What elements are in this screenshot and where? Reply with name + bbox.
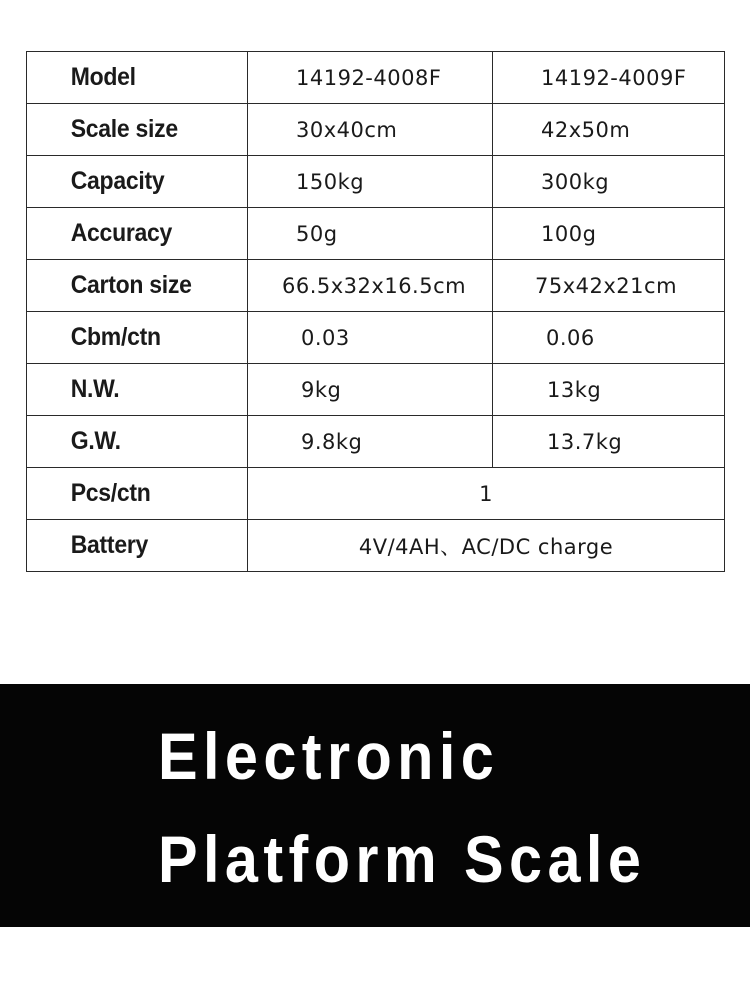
accuracy-value-1: 50g xyxy=(248,208,493,260)
table-row xyxy=(27,260,725,312)
row-label-model: Model xyxy=(27,52,230,104)
table-row xyxy=(27,520,725,572)
battery-value: 4V/4AH、AC/DC charge xyxy=(248,520,725,572)
carton-size-value-2: 75x42x21cm xyxy=(493,260,725,312)
row-label-cbm-ctn: Cbm/ctn xyxy=(27,312,230,364)
row-label-nw: N.W. xyxy=(27,364,230,416)
banner-title-line-2: Platform Scale xyxy=(158,822,647,896)
table-row xyxy=(27,312,725,364)
nw-value-1: 9kg xyxy=(248,364,493,416)
gw-value-2: 13.7kg xyxy=(493,416,725,468)
row-label-carton-size: Carton size xyxy=(27,260,230,312)
banner-title-line-1: Electronic xyxy=(158,719,500,793)
model-value-2: 14192-4009F xyxy=(493,52,725,104)
capacity-value-1: 150kg xyxy=(248,156,493,208)
capacity-value-2: 300kg xyxy=(493,156,725,208)
table-row xyxy=(27,52,725,104)
scale-size-value-2: 42x50m xyxy=(493,104,725,156)
table-row xyxy=(27,156,725,208)
row-label-gw: G.W. xyxy=(27,416,230,468)
carton-size-value-1: 66.5x32x16.5cm xyxy=(248,260,493,312)
gw-value-1: 9.8kg xyxy=(248,416,493,468)
table-row xyxy=(27,468,725,520)
spec-table xyxy=(26,51,725,572)
row-label-scale-size: Scale size xyxy=(27,104,230,156)
row-label-battery: Battery xyxy=(27,520,230,572)
table-row xyxy=(27,104,725,156)
nw-value-2: 13kg xyxy=(493,364,725,416)
row-label-pcs-ctn: Pcs/ctn xyxy=(27,468,230,520)
product-title-banner xyxy=(0,684,750,927)
table-row xyxy=(27,208,725,260)
cbm-ctn-value-1: 0.03 xyxy=(248,312,493,364)
pcs-ctn-value: 1 xyxy=(248,468,725,520)
row-label-accuracy: Accuracy xyxy=(27,208,230,260)
row-label-capacity: Capacity xyxy=(27,156,230,208)
cbm-ctn-value-2: 0.06 xyxy=(493,312,725,364)
accuracy-value-2: 100g xyxy=(493,208,725,260)
table-row xyxy=(27,416,725,468)
scale-size-value-1: 30x40cm xyxy=(248,104,493,156)
model-value-1: 14192-4008F xyxy=(248,52,493,104)
table-row xyxy=(27,364,725,416)
